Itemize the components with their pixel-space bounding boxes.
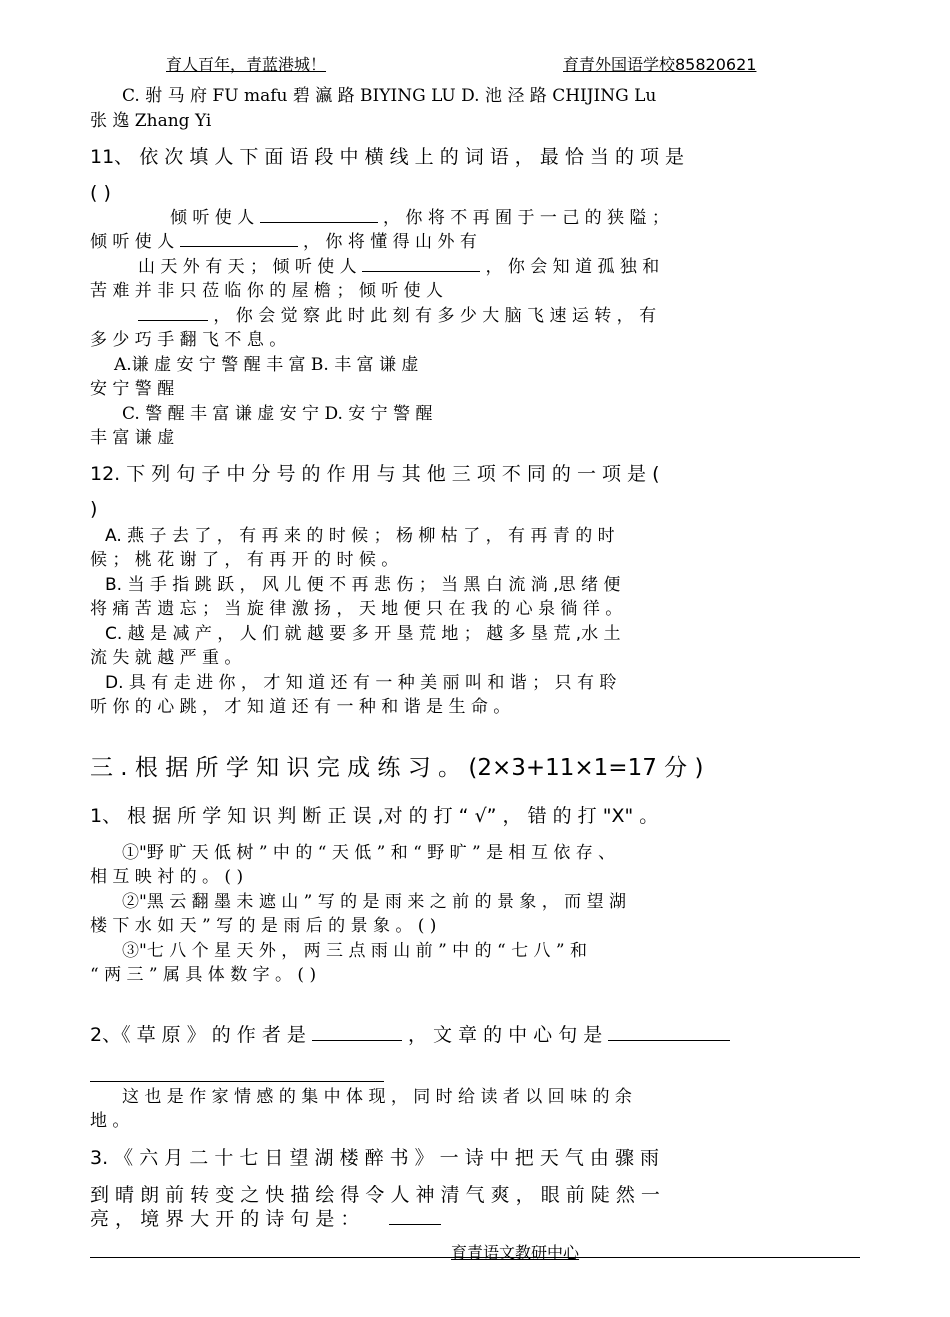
s3-q1-statement-2: ②"黑 云 翻 墨 未 遮 山 ” 写 的 是 雨 来 之 前 的 景 象 ， 而 望 湖 xyxy=(122,892,626,912)
poem-line-blank[interactable] xyxy=(389,1223,441,1225)
fill-blank-2[interactable] xyxy=(180,245,298,247)
header-school-name-phone: 育青外国语学校85820621 xyxy=(563,55,757,74)
s3-q2-text: ， 文 章 的 中 心 句 是 xyxy=(407,1024,603,1046)
q11-passage-line-5 xyxy=(138,308,656,325)
q12-option-a: A. 燕 子 去 了 ， 有 再 来 的 时 候 ； 杨 柳 枯 了 ， 有 再 青 的 时 xyxy=(105,526,615,546)
q12-stem-continued: ) xyxy=(90,498,98,520)
q11-passage-line-3 xyxy=(138,259,659,276)
s3-q3-stem-end xyxy=(90,1210,441,1229)
q10-option-d-continued: 张 逸 Zhang Yi xyxy=(90,111,212,131)
s3-q2-line-3: 地 。 xyxy=(90,1111,130,1131)
q10-option-c-d: C. 驸 马 府 FU mafu 碧 瀛 路 BIYING LU D. 池 泾 路 CHIJING Lu xyxy=(122,86,657,106)
q12-option-d: D. 具 有 走 进 你 ， 才 知 道 还 有 一 种 美 丽 叫 和 谐 ； 只 有 聆 xyxy=(105,673,617,693)
q12-stem: 12. 下 列 句 子 中 分 号 的 作 用 与 其 他 三 项 不 同 的 一 项 是 ( xyxy=(90,463,660,485)
fill-blank-3[interactable] xyxy=(362,270,480,272)
s3-q1-statement-2-continued: 楼 下 水 如 天 ” 写 的 是 雨 后 的 景 象 。 ( ) xyxy=(90,916,437,936)
s3-q1-statement-3-continued: “ 两 三 ” 属 具 体 数 字 。 ( ) xyxy=(90,965,317,985)
fill-blank-1[interactable] xyxy=(260,221,378,223)
s3-q2-line-1 xyxy=(90,1026,730,1045)
q12-option-d-continued: 听 你 的 心 跳 ， 才 知 道 还 有 一 种 和 谐 是 生 命 。 xyxy=(90,697,511,717)
s3-q1-statement-1-continued: 相 互 映 衬 的 。 ( ) xyxy=(90,867,244,887)
central-sentence-blank-continued[interactable] xyxy=(90,1081,384,1082)
s3-q2-text: 2、《 草 原 》 的 作 者 是 xyxy=(90,1024,306,1046)
q11-passage-text: 山 天 外 有 天 ； 倾 听 使 人 xyxy=(138,257,357,277)
q11-passage-text: ， 你 会 觉 察 此 时 此 刻 有 多 少 大 脑 飞 速 运 转 ， 有 xyxy=(213,306,657,326)
s3-q1-stem: 1、 根 据 所 学 知 识 判 断 正 误 ,对 的 打 “ √” ， 错 的 打 "X" 。 xyxy=(90,805,659,827)
q12-option-b-continued: 将 痛 苦 遗 忘 ； 当 旋 律 激 扬 ， 天 地 便 只 在 我 的 心 泉 徜 徉 。 xyxy=(90,599,623,619)
q11-passage-line-4: 苦 难 并 非 只 莅 临 你 的 屋 檐 ； 倾 听 使 人 xyxy=(90,281,444,301)
q11-option-c-d: C. 警 醒 丰 富 谦 虚 安 宁 D. 安 宁 警 醒 xyxy=(122,404,433,424)
fill-blank-4[interactable] xyxy=(138,319,208,321)
q11-passage-text: ， 你 会 知 道 孤 独 和 xyxy=(485,257,660,277)
q11-option-a-b: A.谦 虚 安 宁 警 醒 丰 富 B. 丰 富 谦 虚 xyxy=(114,355,419,375)
central-sentence-blank[interactable] xyxy=(608,1039,730,1041)
q12-option-c: C. 越 是 减 产 ， 人 们 就 越 要 多 开 垦 荒 地 ； 越 多 垦 荒 ,水 土 xyxy=(105,624,621,644)
footer-center: 育青语文教研中心 xyxy=(451,1243,580,1262)
q12-option-b: B. 当 手 指 跳 跃 ， 风 儿 便 不 再 悲 伤 ； 当 黑 白 流 淌 ,思 绪 便 xyxy=(105,575,621,595)
q11-option-b-continued: 安 宁 警 醒 xyxy=(90,379,175,399)
s3-q3-stem-continued: 到 晴 朗 前 转 变 之 快 描 绘 得 令 人 神 清 气 爽 ， 眼 前 陡 然 一 xyxy=(90,1184,660,1206)
q11-passage-line-2 xyxy=(90,234,477,251)
author-blank[interactable] xyxy=(312,1039,402,1041)
header-school-motto: 育人百年，青蓝港城！ xyxy=(166,55,327,74)
s3-q3-text: 亮 ， 境 界 大 开 的 诗 句 是 ： xyxy=(90,1208,360,1230)
q11-option-d-continued: 丰 富 谦 虚 xyxy=(90,428,175,448)
s3-q3-stem: 3. 《 六 月 二 十 七 日 望 湖 楼 醉 书 》 一 诗 中 把 天 气 由 骤 雨 xyxy=(90,1147,659,1169)
q11-passage-text: 倾 听 使 人 xyxy=(170,208,255,228)
q11-stem: 11、 依 次 填 人 下 面 语 段 中 横 线 上 的 词 语 ， 最 恰 当 的 项 是 xyxy=(90,146,685,168)
s3-q1-statement-3: ③"七 八 个 星 天 外 ， 两 三 点 雨 山 前 ” 中 的 “ 七 八 ” 和 xyxy=(122,941,587,961)
q11-answer-bracket: ( ) xyxy=(90,182,111,204)
q11-passage-line-6: 多 少 巧 手 翻 飞 不 息 。 xyxy=(90,330,287,350)
s3-q1-statement-1: ①"野 旷 天 低 树 ” 中 的 “ 天 低 ” 和 “ 野 旷 ” 是 相 互 依 存 、 xyxy=(122,843,616,863)
q12-option-a-continued: 候 ； 桃 花 谢 了 ， 有 再 开 的 时 候 。 xyxy=(90,550,399,570)
section-3-title: 三 . 根 据 所 学 知 识 完 成 练 习 。 (2×3+11×1=17 分 ) xyxy=(90,755,704,781)
footer-rule xyxy=(90,1257,860,1258)
q12-option-c-continued: 流 失 就 越 严 重 。 xyxy=(90,648,242,668)
q11-passage-text: ， 你 将 不 再 囿 于 一 己 的 狭 隘 ； xyxy=(383,208,669,228)
s3-q2-line-2: 这 也 是 作 家 情 感 的 集 中 体 现 ， 同 时 给 读 者 以 回 味 的 余 xyxy=(122,1087,632,1107)
q11-passage-text: 倾 听 使 人 xyxy=(90,232,175,252)
q11-passage-line-1 xyxy=(170,210,669,227)
q11-passage-text: ， 你 将 懂 得 山 外 有 xyxy=(303,232,477,252)
